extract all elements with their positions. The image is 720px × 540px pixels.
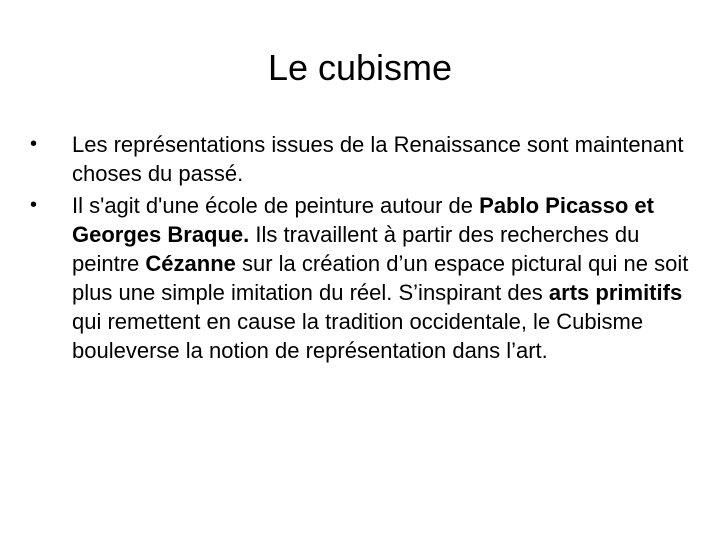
text-segment-bold: Cézanne [145, 251, 236, 276]
bullet-icon: • [30, 133, 38, 155]
bullet-item [30, 130, 690, 188]
text-segment: qui remettent en cause la tradition occidentale, le Cubisme bouleverse la notion de représentation dans l’art. [72, 309, 644, 363]
text-segment: Les représentations issues de la Renaissance sont maintenant choses du passé. [72, 132, 684, 186]
bullet-icon: • [30, 194, 38, 216]
slide-title: Le cubisme [267, 47, 453, 88]
bullet-text [72, 193, 688, 363]
bullet-text [72, 132, 683, 186]
bullet-list [30, 130, 690, 368]
text-segment: Ils travaillent à partir des recherches du peintre [72, 222, 640, 276]
text-segment: sur la création d’un espace pictural qui ne soit plus une simple imitation du réel. S’inspirant des [72, 251, 689, 305]
text-segment: Il s'agit d'une école de peinture autour de [72, 193, 480, 218]
text-segment-bold: arts primitifs [548, 280, 683, 305]
text-segment-bold: Pablo Picasso et Georges Braque. [72, 193, 654, 247]
bullet-item [30, 191, 690, 365]
